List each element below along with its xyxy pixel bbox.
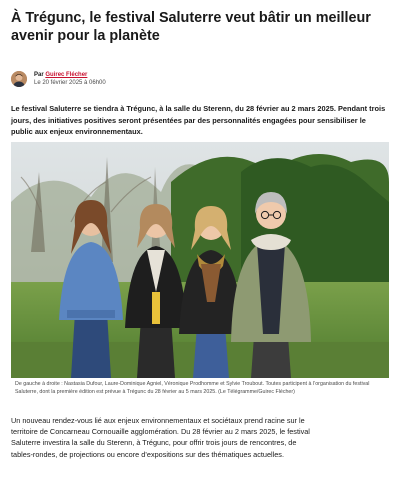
article-photo bbox=[11, 142, 389, 378]
author-avatar bbox=[11, 71, 27, 87]
photo-caption: De gauche à droite : Nastasia Dufour, Laure-Dominique Agniel, Véronique Prodhomme et Sylvie Troubout. Toutes participent à l’organisation du festival Saluterre, dont la première édition est prévue à Trégunc du 28 février au 5 mars 2025. (Le Télégramme/Guirec Flécher) bbox=[15, 381, 370, 395]
byline-prefix: Par bbox=[34, 72, 44, 78]
author-link[interactable]: Guirec Flécher bbox=[45, 72, 88, 78]
article-lede: Le festival Saluterre se tiendra à Trégunc, à la salle du Sterenn, du 28 février au 2 mars 2025. Pendant trois jours, des initiatives positives seront présentées par des personnalités engagées pour sensibiliser le public aux enjeux environnementaux. bbox=[11, 104, 386, 136]
byline-author-line bbox=[34, 71, 106, 79]
byline-text bbox=[34, 71, 106, 87]
publish-date: Le 20 février 2025 à 06h00 bbox=[34, 80, 106, 86]
byline bbox=[11, 71, 106, 87]
article-body: Un nouveau rendez-vous lié aux enjeux environnementaux et sociétaux prend racine sur le territoire de Concarneau Cornouaille agglomération. Du 28 février au 2 mars 2025, le festival Saluterre investira la salle du Sterenn, à Trégunc, pour offrir trois jours de rencontres, de tables-rondes, de projections ou encore d’expositions sur des thématiques actuelles. bbox=[11, 416, 310, 459]
article-headline: À Trégunc, le festival Saluterre veut bâtir un meilleur avenir pour la planète bbox=[11, 10, 371, 44]
